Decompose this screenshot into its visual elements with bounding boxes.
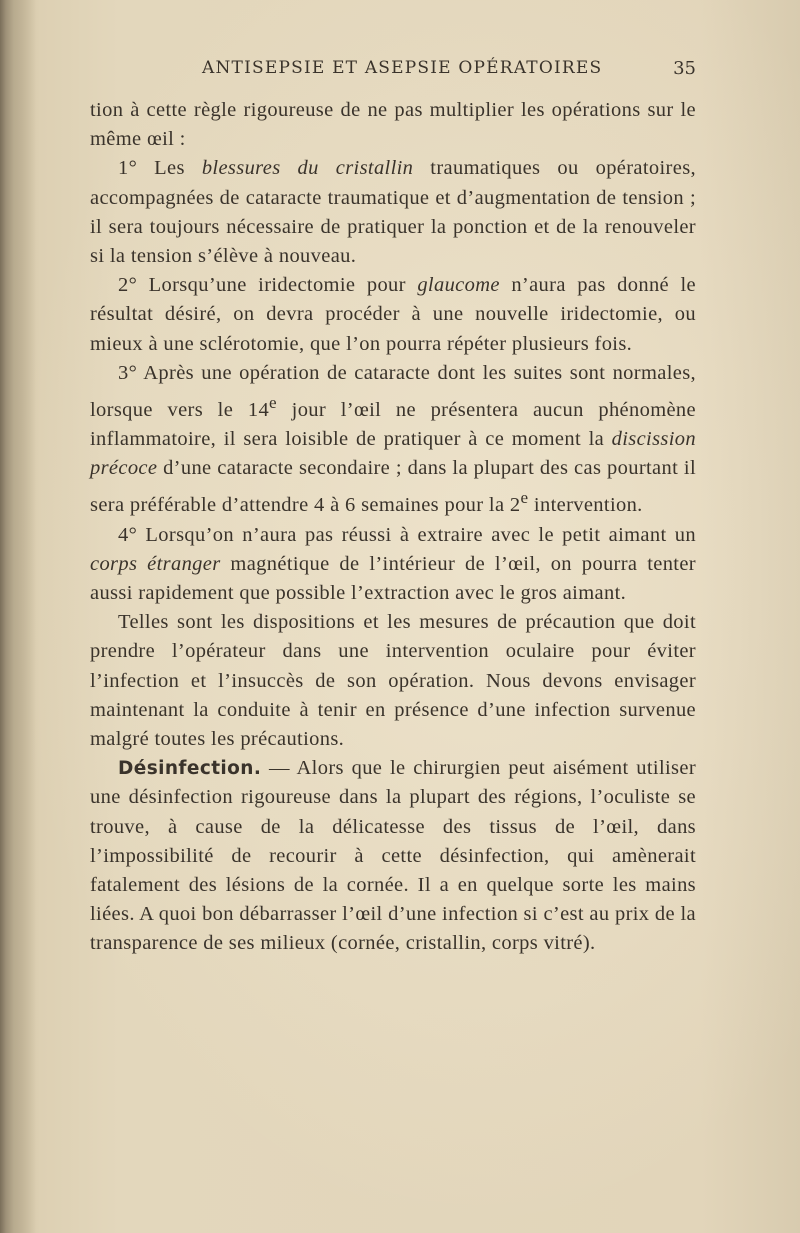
item-emphasis: glaucome	[417, 274, 500, 297]
item-text: traumatiques ou opératoires, accompagnées de cataracte traumatique et d’augmentation de tension ; il sera toujours nécessaire de pratiquer la ponction et de la renouveler si la tension s’élève à nouveau.	[90, 157, 696, 268]
ordinal-suffix: e	[269, 393, 277, 413]
item-emphasis: discission précoce	[90, 428, 696, 480]
page-header	[92, 58, 698, 84]
paragraph-text: — Alors que le chirurgien peut aisément utiliser une désinfection rigoureuse dans la plupart des régions, l’oculiste se trouve, à cause de la délicatesse des tissus de l’œil, dans l’impossibilité de recourir à cette désinfection, qui amènerait fatalement des lésions de la cornée. Il a en quelque sorte les mains liées. A quoi bon débarrasser l’œil d’une infection si c’est au prix de la transparence de ses milieux (cornée, cristallin, corps vitré).	[90, 757, 696, 955]
item-text: 2° Lorsqu’une iridectomie pour	[118, 274, 418, 297]
item-text: 1° Les	[118, 157, 202, 180]
paragraph-text: Telles sont les dispositions et les mesures de précaution que doit prendre l’opérateur dans une intervention oculaire pour éviter l’infection et l’insuccès de son opération. Nous devons envisager maintenant la conduite à tenir en présence d’une infection survenue malgré toutes les précautions.	[90, 611, 696, 750]
item-text: jour l’œil ne présentera aucun phénomène inflammatoire, il sera loisible de pratiquer à ce moment la	[90, 398, 696, 451]
paragraph-continuation	[90, 96, 696, 154]
item-text: magnétique de l’intérieur de l’œil, on pourra tenter aussi rapidement que possible l’extraction avec le gros aimant.	[90, 552, 696, 604]
list-item-3	[90, 359, 696, 521]
item-emphasis: blessures du cristallin	[201, 157, 414, 180]
item-text: d’une cataracte secondaire ; dans la plupart des cas pourtant il sera préférable d’attendre 4 à 6 semaines pour la 2	[90, 457, 696, 517]
page-number: 35	[673, 58, 696, 79]
section-heading: Désinfection.	[118, 758, 262, 780]
paragraph-summary	[90, 608, 696, 754]
running-title: ANTISEPSIE ET ASEPSIE OPÉRATOIRES	[202, 58, 603, 78]
item-emphasis: corps étranger	[90, 552, 221, 575]
list-item-2	[90, 271, 696, 359]
item-text: n’aura pas donné le résultat désiré, on devra procéder à une nouvelle iridectomie, ou mieux à une sclérotomie, que l’on pourra répéter plusieurs fois.	[90, 274, 696, 355]
list-item-1	[90, 154, 696, 271]
item-text: intervention.	[528, 494, 643, 517]
body-text	[90, 96, 696, 959]
paragraph-disinfection	[90, 754, 696, 958]
list-item-4	[90, 521, 696, 609]
page-binding-shadow	[0, 0, 36, 1233]
item-text: 3° Après une opération de cataracte dont les suites sont normales, lorsque vers le 14	[90, 361, 696, 421]
ordinal-suffix: e	[520, 488, 529, 508]
item-text: 4° Lorsqu’on n’aura pas réussi à extraire avec le petit aimant un	[118, 523, 696, 546]
paragraph-text: tion à cette règle rigoureuse de ne pas multiplier les opérations sur le même œil :	[90, 99, 696, 151]
